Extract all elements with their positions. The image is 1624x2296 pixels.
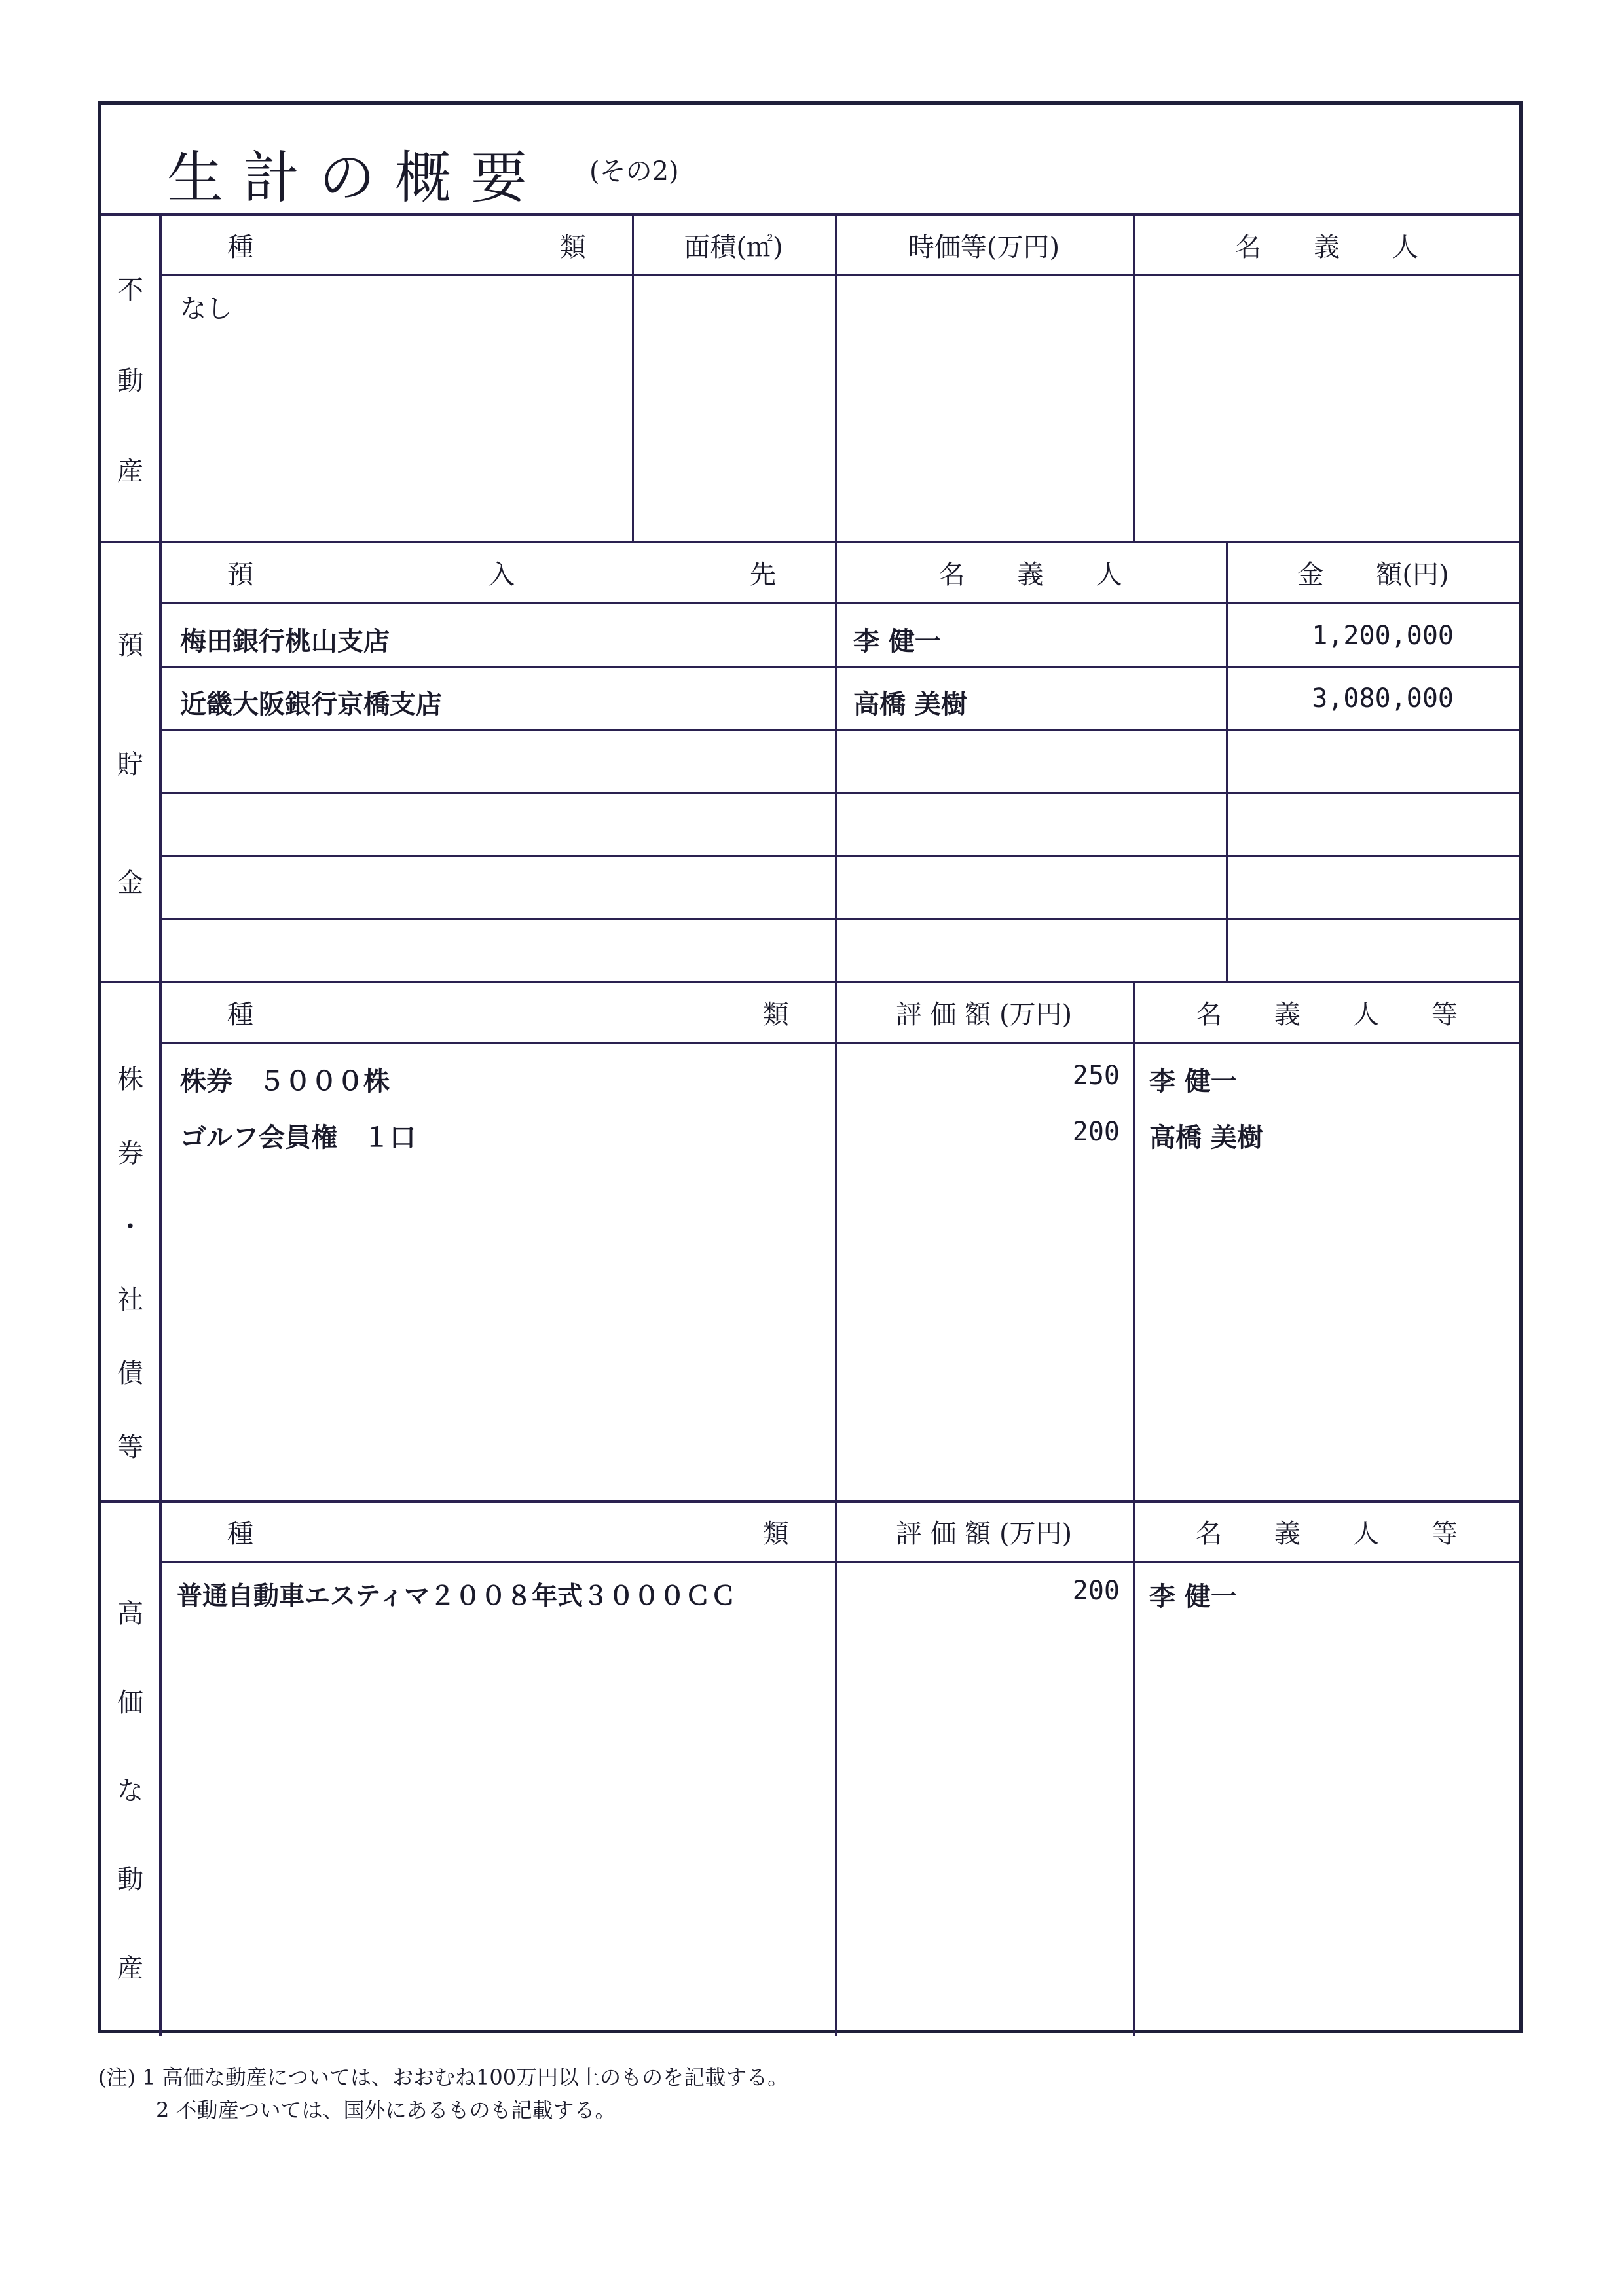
row-divider	[162, 792, 1519, 794]
asset-form	[98, 101, 1522, 2033]
side-char: 高	[117, 1599, 143, 1630]
deposit-bank-cell: 近畿大阪銀行京橋支店	[180, 689, 442, 720]
col-divider	[1133, 983, 1135, 1500]
header-owner: 名 義 人	[938, 560, 1122, 590]
security-kind-cell: ゴルフ会員権 １口	[180, 1123, 416, 1153]
side-char: 産	[117, 1953, 143, 1984]
header-owner: 名 義 人	[1235, 232, 1418, 263]
col-divider	[835, 1503, 837, 2036]
col-divider	[1133, 1503, 1135, 2036]
securities-side-label	[101, 983, 162, 1500]
header-kind: 種 類	[227, 232, 586, 263]
side-char: ・	[117, 1211, 143, 1242]
movables-section	[101, 1503, 1519, 2036]
header-kind: 種 類	[227, 1519, 789, 1549]
header-area: 面積(㎡)	[684, 232, 783, 263]
movables-side-label	[101, 1503, 162, 2036]
side-char: な	[117, 1776, 143, 1806]
side-char: 動	[117, 365, 143, 396]
side-char: 株	[117, 1065, 143, 1095]
side-char: 債	[117, 1358, 143, 1389]
side-char: 等	[117, 1432, 143, 1463]
securities-section	[101, 983, 1519, 1503]
side-char: 貯	[117, 749, 143, 780]
footnote-1: (注) 1 高価な動産については、おおむね100万円以上のものを記載する。	[98, 2065, 789, 2090]
deposit-bank-cell: 梅田銀行桃山支店	[180, 627, 390, 657]
deposit-amount-cell: 3,080,000	[1312, 683, 1454, 714]
security-value-cell: 250	[1072, 1061, 1120, 1091]
movables-header	[162, 1503, 1519, 1563]
side-char: 不	[117, 275, 143, 306]
movable-kind-cell: 普通自動車エスティマ２００８年式３０００ＣＣ	[177, 1582, 737, 1611]
deposits-header	[162, 543, 1519, 604]
header-value: 評 価 額 (万円)	[895, 1000, 1073, 1030]
deposits-section	[101, 543, 1519, 983]
real-estate-section	[101, 216, 1519, 543]
header-owner: 名 義 人 等	[1196, 1000, 1458, 1030]
page-subtitle: (その2)	[589, 156, 679, 187]
row-divider	[162, 666, 1519, 668]
security-owner-cell: 高橋 美樹	[1149, 1123, 1263, 1153]
title-row	[101, 105, 1519, 216]
col-divider	[632, 216, 634, 541]
security-owner-cell: 李 健一	[1149, 1066, 1237, 1097]
col-divider	[1226, 543, 1228, 981]
security-kind-cell: 株券 ５０００株	[180, 1066, 390, 1097]
footnotes	[98, 2061, 788, 2126]
header-value: 評 価 額 (万円)	[895, 1519, 1073, 1549]
movable-value-cell: 200	[1072, 1576, 1120, 1606]
side-char: 金	[117, 867, 143, 898]
col-divider	[1133, 216, 1135, 541]
real-estate-header	[162, 216, 1519, 276]
securities-header	[162, 983, 1519, 1044]
row-divider	[162, 918, 1519, 920]
real-estate-kind-cell: なし	[180, 294, 232, 324]
deposits-side-label	[101, 543, 162, 981]
col-divider	[835, 216, 837, 541]
deposit-amount-cell: 1,200,000	[1312, 621, 1454, 651]
side-char: 動	[117, 1865, 143, 1895]
header-kind: 種 類	[227, 1000, 789, 1030]
side-char: 券	[117, 1138, 143, 1169]
header-amount: 金 額(円)	[1297, 560, 1449, 590]
header-price: 時価等(万円)	[908, 232, 1060, 263]
col-divider	[835, 983, 837, 1500]
side-char: 価	[117, 1687, 143, 1718]
side-char: 預	[117, 630, 143, 661]
page-title: 生計の概要	[167, 145, 547, 211]
security-value-cell: 200	[1072, 1117, 1120, 1147]
movable-owner-cell: 李 健一	[1149, 1582, 1237, 1612]
header-deposit-destination: 預 入 先	[227, 560, 776, 590]
deposit-owner-cell: 李 健一	[853, 627, 941, 657]
row-divider	[162, 729, 1519, 731]
real-estate-side-label	[101, 216, 162, 541]
footnote-2: 2 不動産ついては、国外にあるものも記載する。	[156, 2098, 616, 2123]
row-divider	[162, 855, 1519, 857]
deposit-owner-cell: 高橋 美樹	[853, 689, 967, 720]
side-char: 社	[117, 1285, 143, 1316]
col-divider	[835, 543, 837, 981]
header-owner: 名 義 人 等	[1196, 1519, 1458, 1549]
side-char: 産	[117, 456, 143, 486]
